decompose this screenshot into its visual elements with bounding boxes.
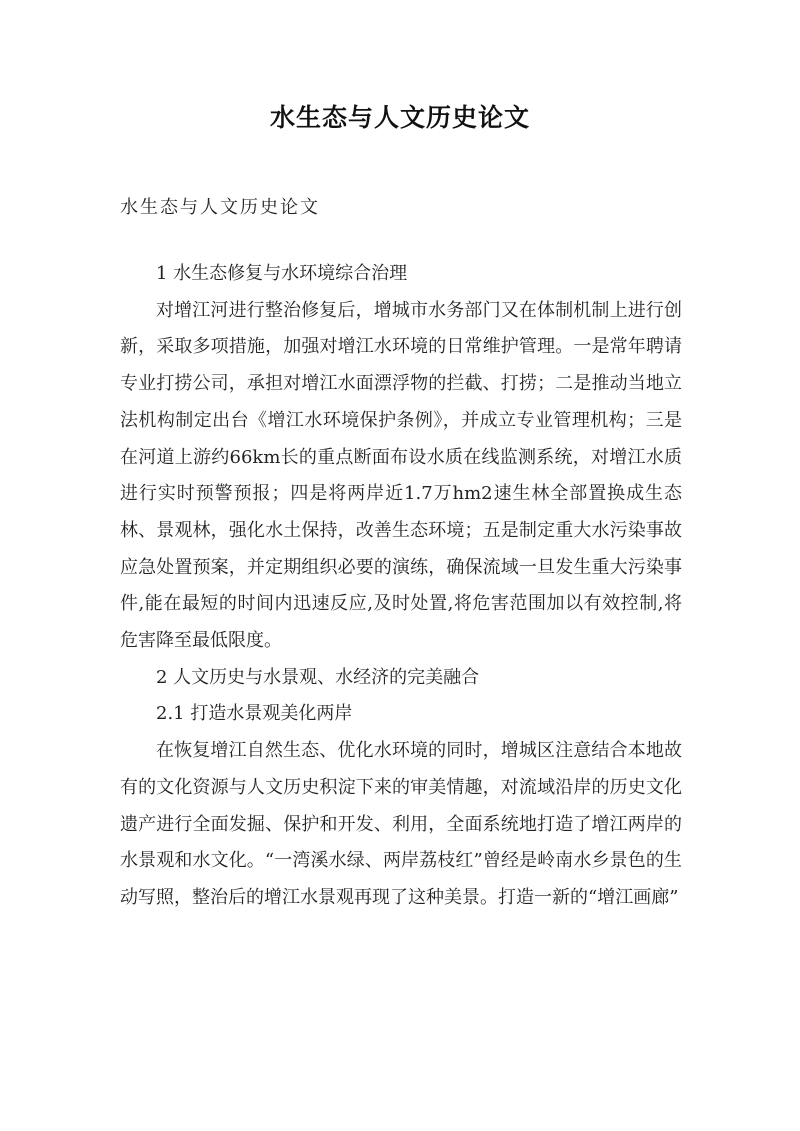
document-subtitle: 水生态与人文历史论文 <box>120 197 320 218</box>
paragraph-2: 在恢复增江自然生态、优化水环境的同时，增城区注意结合本地故有的文化资源与人文历史积淀下来的审美情趣，对流域沿岸的历史文化遗产进行全面发掘、保护和开发、利用，全面系统地打造了增江两岸的水景观和水文化。“一湾溪水绿、两岸荔枝红”曾经是岭南水乡景色的生动写照，整治后的增江水景观再现了这种美景。打造一新的“增江画廊” <box>120 740 682 908</box>
document-body <box>120 256 682 917</box>
section-heading-2: 2 人文历史与水景观、水经济的完美融合 <box>156 666 480 688</box>
paragraph-1: 对增江河进行整治修复后，增城市水务部门又在体制机制上进行创新，采取多项措施，加强对增江水环境的日常维护管理。一是常年聘请专业打捞公司，承担对增江水面漂浮物的拦截、打捞；二是推动当地立法机构制定出台《增江水环境保护条例》，并成立专业管理机构；三是在河道上游约66km长的重点断面布设水质在线监测系统，对增江水质进行实时预警预报；四是将两岸近1.7万hm2速生林全部置换成生态林、景观林，强化水土保持，改善生态环境；五是制定重大水污染事故应急处置预案，并定期组织必要的演练，确保流域一旦发生重大污染事件,能在最短的时间内迅速反应,及时处置,将危害范围加以有效控制,将危害降至最低限度。 <box>120 299 682 652</box>
section-heading-1: 1 水生态修复与水环境综合治理 <box>156 263 408 284</box>
document-title: 水生态与人文历史论文 <box>269 103 530 132</box>
section-heading-2-1: 2.1 打造水景观美化两岸 <box>156 703 353 725</box>
